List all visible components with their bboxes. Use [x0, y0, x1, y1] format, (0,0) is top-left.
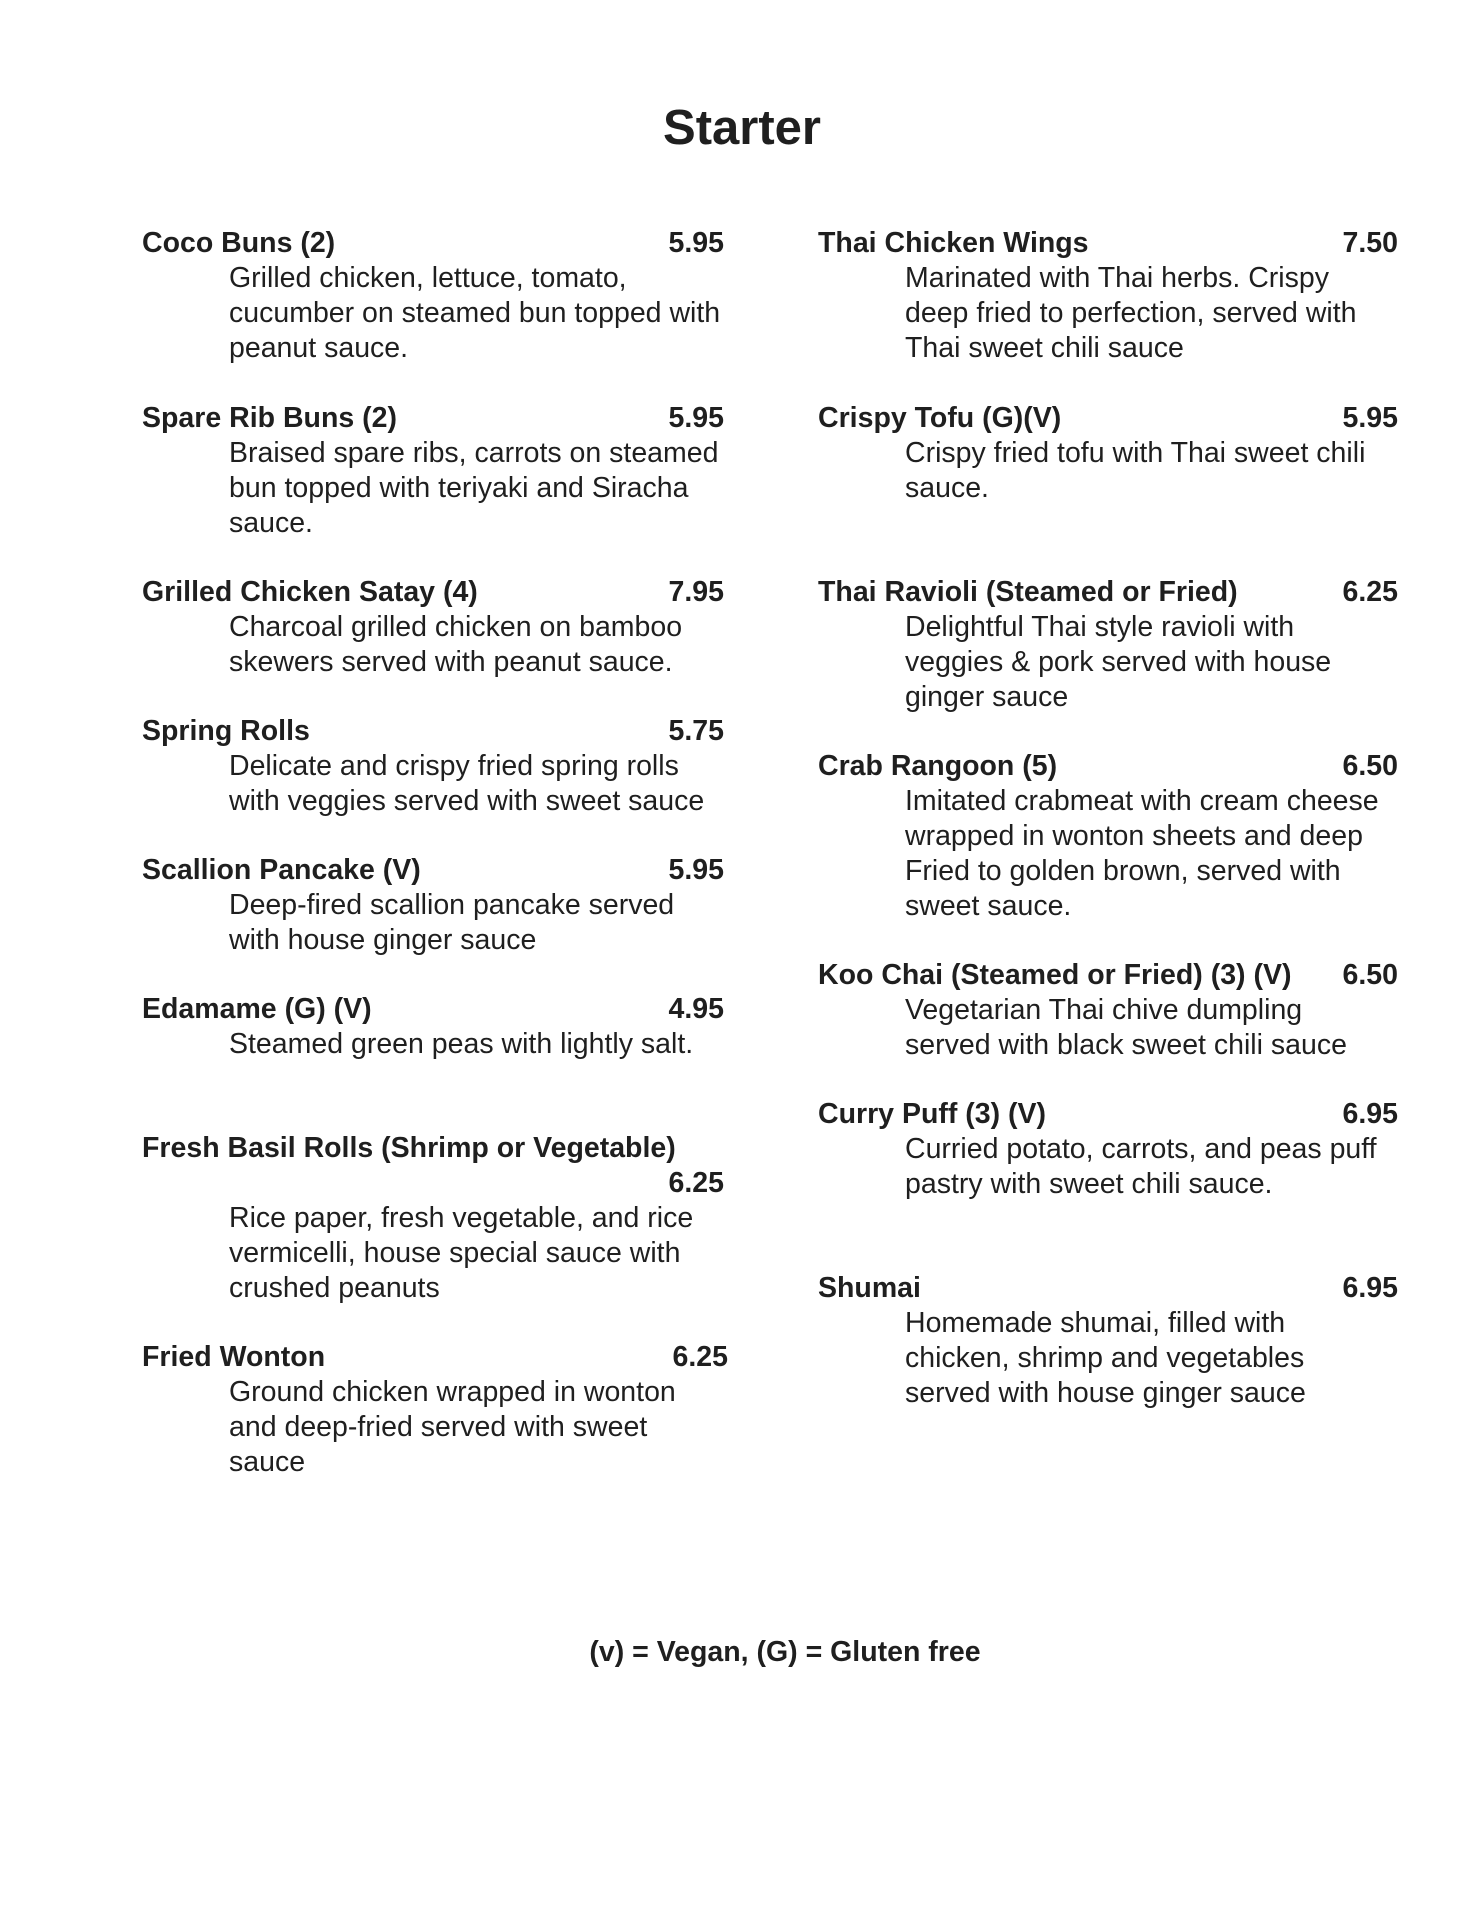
item-description-line: Ground chicken wrapped in wonton: [229, 1376, 676, 1408]
item-price: 5.95: [1342, 402, 1398, 434]
menu-item-thai-chicken-wings: [818, 226, 1398, 366]
page-title: Starter: [663, 101, 821, 155]
item-name: Spring Rolls: [142, 715, 310, 747]
item-description-line: crushed peanuts: [229, 1272, 440, 1304]
item-description-line: vermicelli, house special sauce with: [229, 1237, 681, 1269]
item-description-line: pastry with sweet chili sauce.: [905, 1168, 1273, 1200]
menu-item-crispy-tofu: [818, 401, 1398, 506]
item-price: 5.95: [668, 227, 724, 259]
item-description-line: Rice paper, fresh vegetable, and rice: [229, 1202, 694, 1234]
item-heading: [142, 401, 724, 436]
item-price: 6.25: [668, 1167, 724, 1199]
item-description-line: Thai sweet chili sauce: [905, 332, 1184, 364]
item-price: 6.50: [1342, 959, 1398, 991]
menu-item-koo-chai: [818, 958, 1398, 1063]
item-description-line: Curried potato, carrots, and peas puff: [905, 1133, 1377, 1165]
item-description-line: sweet sauce.: [905, 890, 1072, 922]
item-description-line: Marinated with Thai herbs. Crispy: [905, 262, 1329, 294]
item-name: Thai Chicken Wings: [818, 227, 1089, 259]
item-name: Crispy Tofu (G)(V): [818, 402, 1062, 434]
item-description-line: bun topped with teriyaki and Siracha: [229, 472, 689, 504]
menu-item-crab-rangoon: [818, 749, 1398, 924]
item-description-line: served with black sweet chili sauce: [905, 1029, 1347, 1061]
item-name: Thai Ravioli (Steamed or Fried): [818, 576, 1238, 608]
item-price: 6.95: [1342, 1272, 1398, 1304]
item-heading: [142, 714, 724, 749]
item-heading: [142, 226, 724, 261]
item-description-line: Vegetarian Thai chive dumpling: [905, 994, 1303, 1026]
item-name: Fresh Basil Rolls (Shrimp or Vegetable): [142, 1132, 676, 1164]
menu-item-thai-ravioli: [818, 575, 1398, 715]
menu-item-shumai: [818, 1271, 1398, 1411]
item-description-line: veggies & pork served with house: [905, 646, 1332, 678]
item-heading: [818, 958, 1398, 993]
item-description-line: sauce.: [229, 507, 313, 539]
menu-item-grilled-chicken-satay: [142, 575, 724, 680]
menu-item-scallion-pancake: [142, 853, 724, 958]
item-description-line: Delicate and crispy fried spring rolls: [229, 750, 679, 782]
item-heading: [142, 1131, 724, 1166]
item-description-line: wrapped in wonton sheets and deep: [905, 820, 1363, 852]
menu-item-spare-rib-buns: [142, 401, 724, 541]
menu-item-fried-wonton: [142, 1340, 728, 1480]
item-description-line: Deep-fired scallion pancake served: [229, 889, 675, 921]
item-heading: [818, 575, 1398, 610]
item-name: Spare Rib Buns (2): [142, 402, 397, 434]
item-description-line: with veggies served with sweet sauce: [229, 785, 705, 817]
item-description-line: Fried to golden brown, served with: [905, 855, 1341, 887]
item-description-line: Braised spare ribs, carrots on steamed: [229, 437, 719, 469]
item-description-line: Homemade shumai, filled with: [905, 1307, 1286, 1339]
item-description-line: and deep-fried served with sweet: [229, 1411, 648, 1443]
item-price: 7.95: [668, 576, 724, 608]
menu-item-fresh-basil-rolls: [142, 1131, 724, 1306]
item-heading: [142, 1340, 728, 1375]
menu-item-spring-rolls: [142, 714, 724, 819]
item-description-line: Imitated crabmeat with cream cheese: [905, 785, 1379, 817]
item-description-line: skewers served with peanut sauce.: [229, 646, 673, 678]
menu-item-edamame: [142, 992, 724, 1062]
item-description-line: with house ginger sauce: [229, 924, 537, 956]
item-price: 6.95: [1342, 1098, 1398, 1130]
item-price: 5.95: [668, 854, 724, 886]
item-description-line: cucumber on steamed bun topped with: [229, 297, 721, 329]
item-name: Edamame (G) (V): [142, 993, 372, 1025]
item-heading: [142, 853, 724, 888]
item-name: Shumai: [818, 1272, 921, 1304]
item-description-line: deep fried to perfection, served with: [905, 297, 1357, 329]
item-description-line: served with house ginger sauce: [905, 1377, 1306, 1409]
item-name: Fried Wonton: [142, 1341, 326, 1373]
item-name: Grilled Chicken Satay (4): [142, 576, 478, 608]
item-heading: [818, 1271, 1398, 1306]
item-heading: [818, 1097, 1398, 1132]
item-description-line: sauce: [229, 1446, 306, 1478]
item-description-line: Charcoal grilled chicken on bamboo: [229, 611, 683, 643]
item-heading: [818, 401, 1398, 436]
item-price: 6.25: [1342, 576, 1398, 608]
item-name: Scallion Pancake (V): [142, 854, 421, 886]
item-heading: [818, 749, 1398, 784]
item-name: Koo Chai (Steamed or Fried) (3) (V): [818, 959, 1292, 991]
menu-item-curry-puff: [818, 1097, 1398, 1202]
item-price: 4.95: [668, 993, 724, 1025]
item-heading: [142, 575, 724, 610]
item-name: Coco Buns (2): [142, 227, 336, 259]
item-description-line: peanut sauce.: [229, 332, 409, 364]
item-name: Curry Puff (3) (V): [818, 1098, 1046, 1130]
dietary-legend: (v) = Vegan, (G) = Gluten free: [589, 1636, 981, 1668]
item-name: Crab Rangoon (5): [818, 750, 1058, 782]
item-description-line: ginger sauce: [905, 681, 1069, 713]
item-price: 5.95: [668, 402, 724, 434]
item-heading: [818, 226, 1398, 261]
item-description-line: Steamed green peas with lightly salt.: [229, 1028, 694, 1060]
item-description-line: Crispy fried tofu with Thai sweet chili: [905, 437, 1366, 469]
item-price: 7.50: [1342, 227, 1398, 259]
item-heading: [142, 992, 724, 1027]
item-description-line: Grilled chicken, lettuce, tomato,: [229, 262, 627, 294]
item-price: 6.50: [1342, 750, 1398, 782]
item-description-line: Delightful Thai style ravioli with: [905, 611, 1295, 643]
item-description-line: chicken, shrimp and vegetables: [905, 1342, 1305, 1374]
item-description-line: sauce.: [905, 472, 989, 504]
item-price: 5.75: [668, 715, 724, 747]
menu-item-coco-buns: [142, 226, 724, 366]
item-price: 6.25: [672, 1341, 728, 1373]
